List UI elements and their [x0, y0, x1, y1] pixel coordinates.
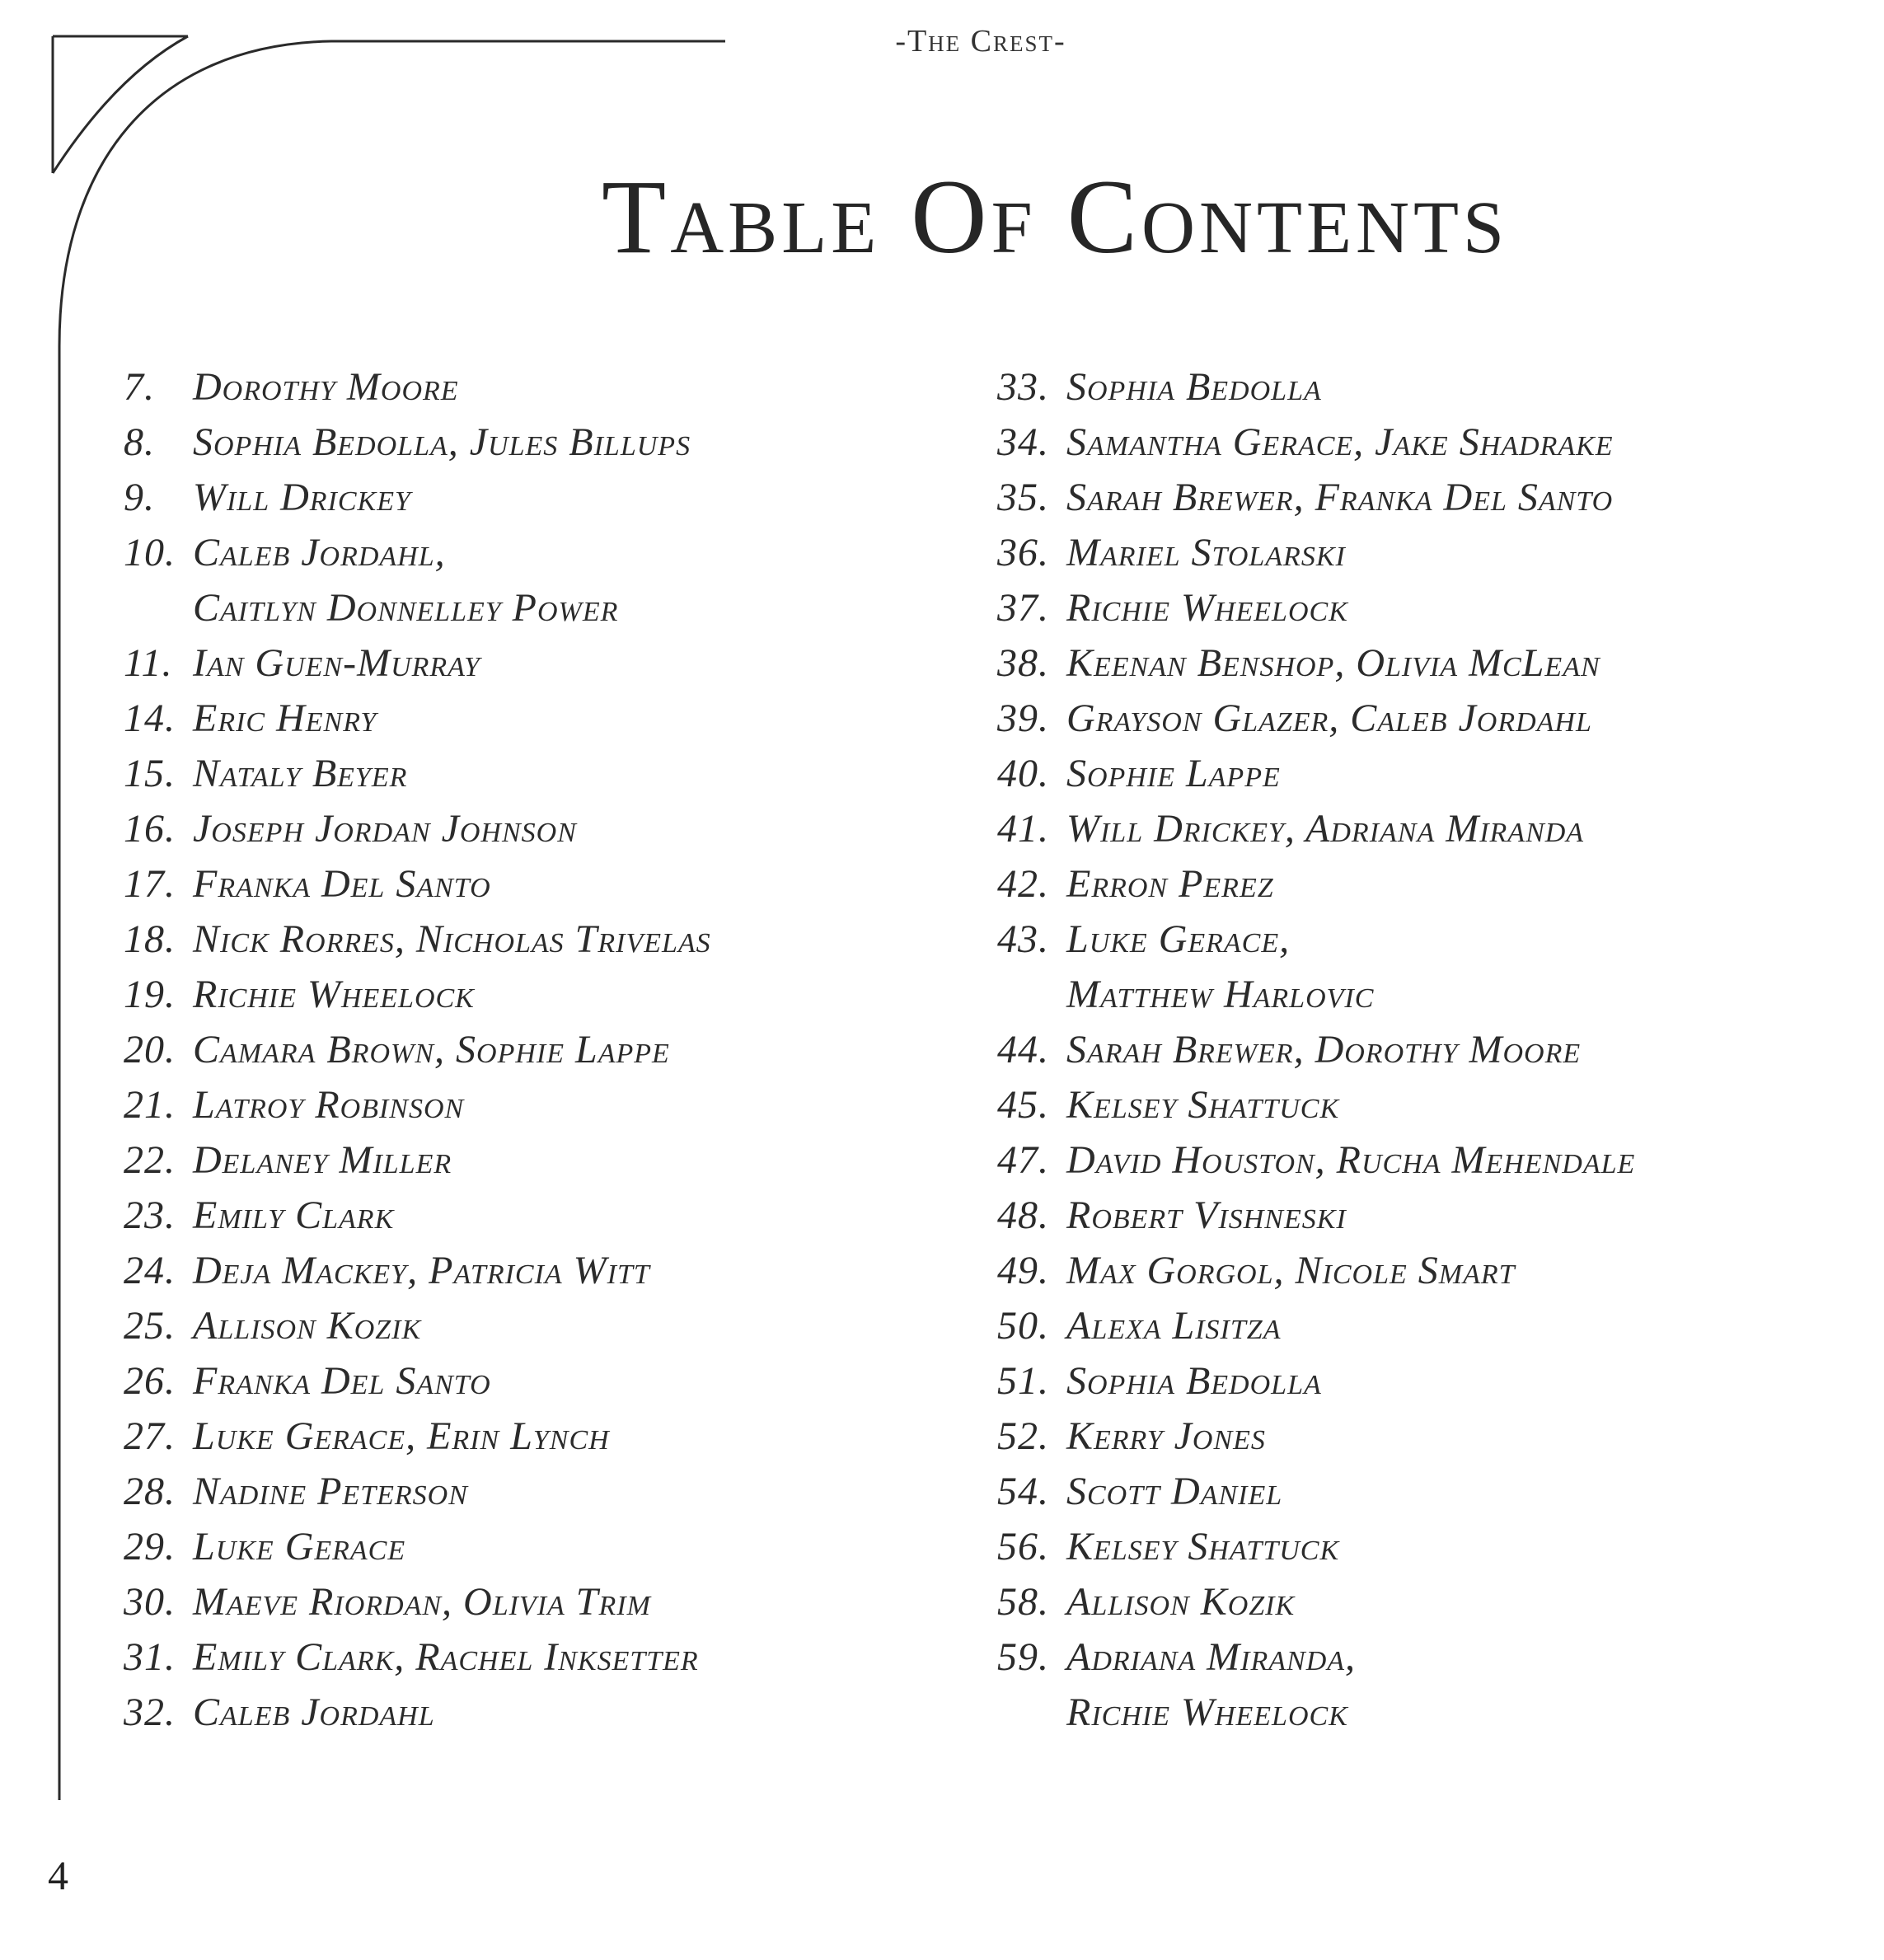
toc-names [193, 1298, 421, 1353]
toc-page-number: 36. [997, 531, 1049, 574]
toc-names [193, 359, 459, 415]
toc-names-line: Kerry Jones [1066, 1414, 1266, 1458]
toc-names-line: Sophia Bedolla [1066, 365, 1322, 409]
toc-names [193, 1243, 650, 1298]
toc-entry [124, 1519, 711, 1574]
toc-entry [997, 470, 1635, 525]
toc-names [193, 1574, 651, 1629]
toc-entry [124, 1022, 711, 1077]
toc-names [193, 801, 577, 856]
toc-names-line: Kelsey Shattuck [1066, 1083, 1340, 1127]
toc-names-line: Samantha Gerace, Jake Shadrake [1066, 420, 1614, 464]
toc-names-line: Grayson Glazer, Caleb Jordahl [1066, 696, 1592, 740]
toc-names [1066, 856, 1274, 912]
toc-names [1066, 1298, 1281, 1353]
toc-column-right [997, 359, 1635, 1740]
toc-names [1066, 801, 1584, 856]
toc-names [193, 1022, 670, 1077]
toc-names-line: Richie Wheelock [1066, 1690, 1348, 1734]
toc-page-number: 51. [997, 1359, 1049, 1403]
toc-names [193, 470, 411, 525]
toc-entry [997, 1574, 1635, 1629]
toc-page-number: 47. [997, 1138, 1049, 1182]
toc-names-line: Adriana Miranda, [1066, 1635, 1357, 1679]
toc-page-number: 26. [124, 1359, 176, 1403]
toc-names [1066, 470, 1613, 525]
toc-names-line: Richie Wheelock [1066, 586, 1348, 630]
toc-page-number: 23. [124, 1193, 176, 1237]
toc-entry [124, 1464, 711, 1519]
toc-entry [997, 1629, 1635, 1740]
toc-names-line: Latroy Robinson [193, 1083, 465, 1127]
toc-names-line: Delaney Miller [193, 1138, 452, 1182]
toc-entry [124, 470, 711, 525]
toc-entry [124, 359, 711, 415]
toc-entry [124, 1188, 711, 1243]
toc-entry [997, 912, 1635, 1022]
toc-names [193, 746, 407, 801]
toc-entry [124, 1077, 711, 1132]
toc-names [193, 1409, 610, 1464]
toc-names-line: Dorothy Moore [193, 365, 459, 409]
toc-names [1066, 1353, 1322, 1409]
toc-entry [997, 746, 1635, 801]
toc-names-line: Caitlyn Donnelley Power [193, 586, 619, 630]
toc-column-left [124, 359, 711, 1740]
toc-entry [997, 635, 1635, 691]
toc-entry [124, 1629, 711, 1685]
toc-entry [997, 1464, 1635, 1519]
running-head: -The Crest- [895, 24, 1066, 59]
toc-page-number: 41. [997, 807, 1049, 851]
toc-names-line: Maeve Riordan, Olivia Trim [193, 1580, 651, 1624]
toc-entry [124, 1574, 711, 1629]
toc-page-number: 8. [124, 420, 155, 464]
toc-entry [997, 580, 1635, 635]
toc-page-number: 59. [997, 1635, 1049, 1679]
toc-page-number: 10. [124, 531, 176, 574]
toc-names [193, 1132, 452, 1188]
toc-page-number: 25. [124, 1304, 176, 1348]
toc-page-number: 42. [997, 862, 1049, 906]
toc-names-line: Sophia Bedolla [1066, 1359, 1322, 1403]
toc-entry [997, 1132, 1635, 1188]
toc-page-number: 38. [997, 641, 1049, 685]
toc-entry [124, 1132, 711, 1188]
toc-names [193, 525, 618, 635]
toc-names [1066, 1519, 1339, 1574]
toc-entry [997, 1077, 1635, 1132]
toc-entry [997, 1298, 1635, 1353]
toc-entry [124, 912, 711, 967]
toc-page-number: 49. [997, 1249, 1049, 1292]
toc-names-line: Keenan Benshop, Olivia McLean [1066, 641, 1600, 685]
toc-page-number: 17. [124, 862, 176, 906]
toc-entry [124, 1298, 711, 1353]
toc-page-number: 11. [124, 641, 173, 685]
toc-entry [997, 691, 1635, 746]
toc-names-line: Sophie Lappe [1066, 752, 1281, 795]
page-title: Table Of Contents [602, 158, 1508, 275]
toc-entry [997, 1243, 1635, 1298]
toc-entry [997, 1188, 1635, 1243]
toc-names-line: Max Gorgol, Nicole Smart [1066, 1249, 1516, 1292]
toc-names [1066, 746, 1281, 801]
toc-page-number: 31. [124, 1635, 176, 1679]
toc-names [1066, 580, 1348, 635]
toc-names-line: Richie Wheelock [193, 973, 475, 1016]
toc-names-line: Allison Kozik [193, 1304, 422, 1348]
toc-names-line: Nadine Peterson [193, 1470, 468, 1513]
toc-names [193, 1519, 405, 1574]
toc-names-line: Will Drickey, Adriana Miranda [1066, 807, 1585, 851]
toc-names-line: Nick Rorres, Nicholas Trivelas [193, 917, 711, 961]
toc-page-number: 16. [124, 807, 176, 851]
toc-page-number: 48. [997, 1193, 1049, 1237]
toc-names-line: Mariel Stolarski [1066, 531, 1346, 574]
toc-names-line: Caleb Jordahl, [193, 531, 446, 574]
toc-page-number: 58. [997, 1580, 1049, 1624]
toc-entry [997, 525, 1635, 580]
toc-names [1066, 912, 1374, 1022]
toc-names-line: Erron Perez [1066, 862, 1274, 906]
toc-page-number: 24. [124, 1249, 176, 1292]
toc-entry [997, 1353, 1635, 1409]
toc-names-line: Sarah Brewer, Dorothy Moore [1066, 1028, 1582, 1071]
toc-names [193, 967, 475, 1022]
toc-names-line: Luke Gerace, [1066, 917, 1291, 961]
toc-page-number: 18. [124, 917, 176, 961]
toc-names-line: Franka Del Santo [193, 1359, 491, 1403]
toc-entry [124, 415, 711, 470]
toc-entry [997, 801, 1635, 856]
toc-entry [997, 1519, 1635, 1574]
toc-entry [124, 691, 711, 746]
toc-names-line: Will Drickey [193, 476, 411, 519]
toc-names-line: Kelsey Shattuck [1066, 1525, 1340, 1568]
toc-entry [124, 746, 711, 801]
toc-page-number: 30. [124, 1580, 176, 1624]
toc-names [1066, 635, 1600, 691]
toc-entry [124, 1353, 711, 1409]
toc-page-number: 21. [124, 1083, 176, 1127]
toc-names-line: Eric Henry [193, 696, 377, 740]
toc-entry [997, 1022, 1635, 1077]
toc-page-number: 37. [997, 586, 1049, 630]
toc-page-number: 27. [124, 1414, 176, 1458]
page-number: 4 [48, 1852, 68, 1898]
toc-page-number: 33. [997, 365, 1049, 409]
toc-names-line: Deja Mackey, Patricia Witt [193, 1249, 650, 1292]
toc-page-number: 22. [124, 1138, 176, 1182]
toc-names [193, 912, 711, 967]
toc-page-number: 52. [997, 1414, 1049, 1458]
toc-page-number: 20. [124, 1028, 176, 1071]
toc-names-line: Sarah Brewer, Franka Del Santo [1066, 476, 1614, 519]
toc-names-line: Caleb Jordahl [193, 1690, 435, 1734]
toc-page-number: 34. [997, 420, 1049, 464]
toc-names [1066, 415, 1614, 470]
toc-names-line: Allison Kozik [1066, 1580, 1296, 1624]
toc-names-line: Luke Gerace, Erin Lynch [193, 1414, 610, 1458]
toc-names [193, 1353, 491, 1409]
toc-entry [124, 525, 711, 635]
toc-names-line: Alexa Lisitza [1066, 1304, 1282, 1348]
toc-page-number: 9. [124, 476, 155, 519]
toc-names [1066, 1077, 1339, 1132]
toc-names [1066, 1132, 1635, 1188]
toc-names [1066, 359, 1322, 415]
toc-page-number: 56. [997, 1525, 1049, 1568]
toc-names-line: Emily Clark, Rachel Inksetter [193, 1635, 699, 1679]
toc-entry [124, 1685, 711, 1740]
toc-names [1066, 525, 1346, 580]
toc-names [193, 1629, 699, 1685]
toc-names [1066, 1464, 1282, 1519]
toc-page-number: 15. [124, 752, 176, 795]
toc-page-number: 19. [124, 973, 176, 1016]
toc-names [1066, 1022, 1581, 1077]
toc-names-line: David Houston, Rucha Mehendale [1066, 1138, 1636, 1182]
toc-page-number: 45. [997, 1083, 1049, 1127]
toc-names [1066, 1243, 1516, 1298]
toc-names-line: Sophia Bedolla, Jules Billups [193, 420, 691, 464]
toc-names [1066, 1629, 1356, 1740]
toc-entry [997, 359, 1635, 415]
toc-names [193, 1464, 468, 1519]
toc-page-number: 40. [997, 752, 1049, 795]
toc-names [193, 1077, 464, 1132]
toc-names [193, 691, 377, 746]
toc-names [193, 415, 691, 470]
toc-names [193, 635, 480, 691]
toc-names-line: Matthew Harlovic [1066, 973, 1375, 1016]
toc-page-number: 54. [997, 1470, 1049, 1513]
toc-names [1066, 1188, 1347, 1243]
toc-page-number: 7. [124, 365, 155, 409]
toc-names [193, 1188, 394, 1243]
toc-page-number: 35. [997, 476, 1049, 519]
toc-names-line: Ian Guen-Murray [193, 641, 480, 685]
toc-names-line: Nataly Beyer [193, 752, 408, 795]
toc-page-number: 43. [997, 917, 1049, 961]
toc-names [1066, 1574, 1295, 1629]
toc-page-number: 44. [997, 1028, 1049, 1071]
toc-page-number: 14. [124, 696, 176, 740]
toc-names-line: Robert Vishneski [1066, 1193, 1347, 1237]
toc-entry [997, 415, 1635, 470]
toc-entry [124, 1409, 711, 1464]
toc-names-line: Scott Daniel [1066, 1470, 1283, 1513]
toc-names [1066, 691, 1592, 746]
toc-page-number: 28. [124, 1470, 176, 1513]
toc-names-line: Camara Brown, Sophie Lappe [193, 1028, 670, 1071]
toc-names-line: Luke Gerace [193, 1525, 406, 1568]
toc-entry [997, 1409, 1635, 1464]
toc-page-number: 32. [124, 1690, 176, 1734]
toc-entry [124, 967, 711, 1022]
toc-entry [124, 801, 711, 856]
toc-entry [124, 635, 711, 691]
toc-entry [997, 856, 1635, 912]
toc-names-line: Franka Del Santo [193, 862, 491, 906]
toc-page-number: 29. [124, 1525, 176, 1568]
toc-entry [124, 1243, 711, 1298]
toc-page-number: 39. [997, 696, 1049, 740]
toc-entry [124, 856, 711, 912]
toc-page-number: 50. [997, 1304, 1049, 1348]
toc-names-line: Emily Clark [193, 1193, 395, 1237]
toc-names [193, 1685, 435, 1740]
toc-names [1066, 1409, 1266, 1464]
toc-names [193, 856, 491, 912]
toc-names-line: Joseph Jordan Johnson [193, 807, 577, 851]
